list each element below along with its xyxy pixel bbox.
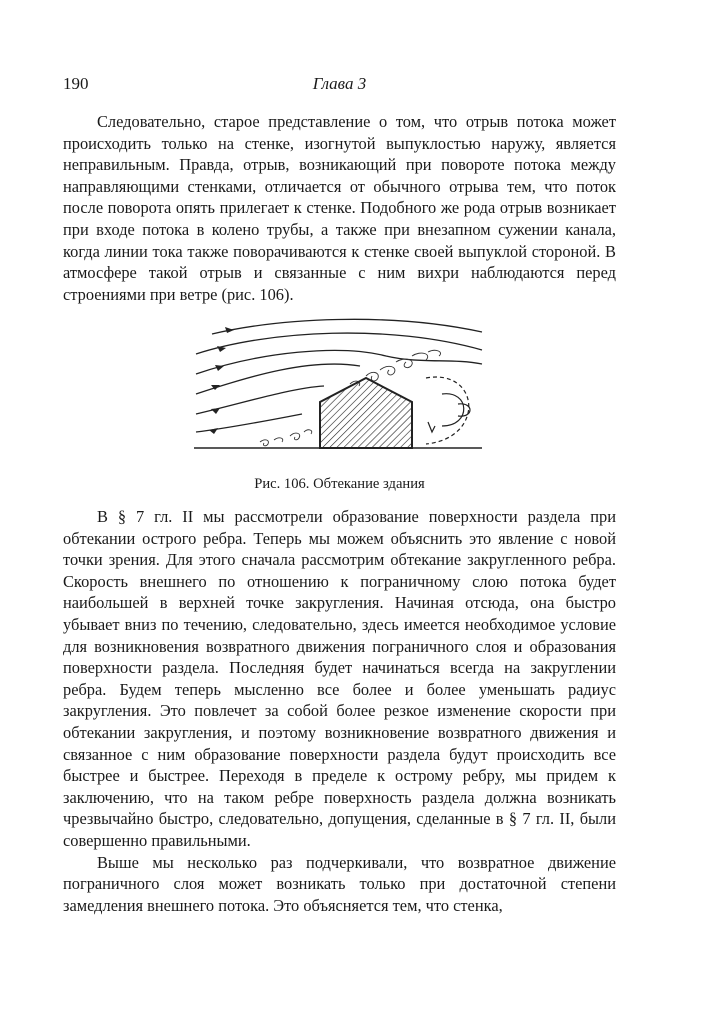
text-before-figure: [63, 111, 616, 305]
building-shape: [320, 378, 412, 448]
flow-arrows: [209, 327, 234, 434]
building-flow-illustration: [190, 318, 486, 456]
text-after-figure: [63, 506, 616, 916]
figure-building-flow: [190, 318, 486, 456]
page-number: 190: [63, 74, 89, 93]
wake-eddies: [426, 377, 470, 444]
paragraph: Выше мы несколько раз подчеркивали, что возвратное движение пограничного слоя может возникать только при достаточной степени замедления внешнего потока. Это объясняется тем, что стенка,: [63, 852, 616, 915]
figure-caption: Рис. 106. Обтекание здания: [254, 476, 425, 492]
running-title: Глава 3: [312, 74, 367, 93]
paragraph: В § 7 гл. II мы рассмотрели образование поверхности раздела при обтекании острого ребра. Теперь мы можем объяснить это явление с новой точки зрения. Для этого сначала рассмотрим обтекание закругленного ребра. Скорость внешнего по отношению к пограничному слою потока будет наибольшей в верхней точке закругления. Начиная отсюда, она быстро убывает вниз по течению, следовательно, здесь имеется необходимое условие для возникновения возвратного движения пограничного слоя и образования поверхности раздела. Последняя будет начинаться всегда на закруглении ребра. Будем теперь мысленно все более и более уменьшать радиус закругления. Это повлечет за собой более резкое изменение скорости при обтекании закругления, и поэтому возникновение возвратного движения и связанное с ним образование поверхности раздела будут происходить все быстрее и быстрее. Переходя в пределе к острому ребру, мы придем к заключению, что на таком ребре поверхность раздела должна возникать чрезвычайно быстро, следовательно, допущения, сделанные в § 7 гл. II, были совершенно правильными.: [63, 507, 616, 850]
paragraph: Следовательно, старое представление о том, что отрыв потока может происходить только на стенке, изогнутой выпуклостью наружу, является неправильным. Правда, отрыв, возникающий при повороте потока между направляющими стенками, отличается от обычного отрыва тем, что поток после поворота опять прилегает к стенке. Подобного же рода отрыв возникает при входе потока в колено трубы, а также при внезапном сужении канала, когда линии тока также поворачиваются к стенке своей выпуклой стороной. В атмосфере такой отрыв и связанные с ним вихри наблюдаются перед строениями при ветре (рис. 106).: [63, 112, 616, 304]
page-header: [63, 74, 616, 98]
